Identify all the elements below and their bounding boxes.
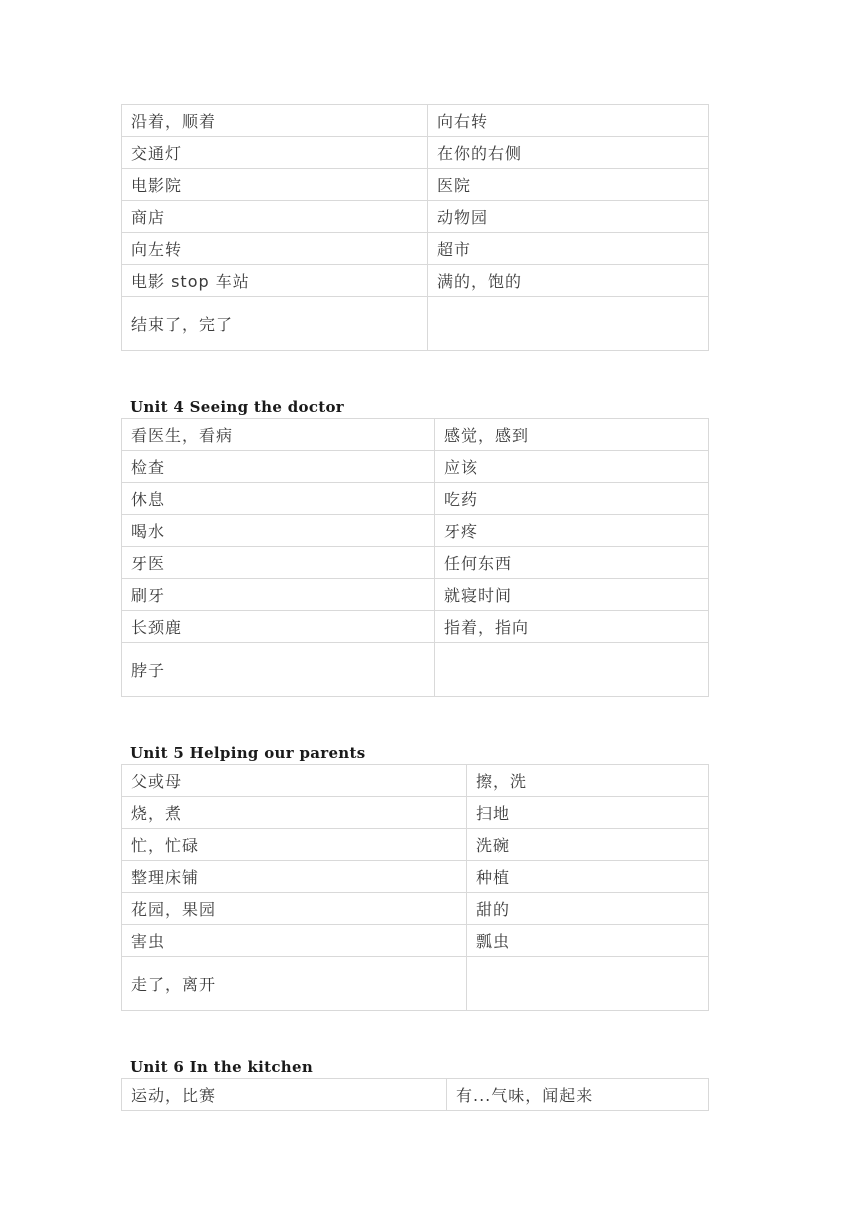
table-row — [122, 265, 709, 297]
table-row — [122, 547, 709, 579]
term-cell: 刷牙 — [122, 579, 435, 611]
term-cell: 甜的 — [467, 893, 709, 925]
term-cell: 忙，忙碌 — [122, 829, 467, 861]
table-row — [122, 861, 709, 893]
table-row — [122, 483, 709, 515]
table-row — [122, 611, 709, 643]
term-cell: 父或母 — [122, 765, 467, 797]
table-row — [122, 297, 709, 351]
term-cell: 脖子 — [122, 643, 435, 697]
unit-5-title: Unit 5 Helping our parents — [130, 744, 366, 762]
table-row — [122, 137, 709, 169]
table-row — [122, 957, 709, 1011]
table-row — [122, 797, 709, 829]
vocab-table-unit-5 — [121, 764, 708, 1011]
table-row — [122, 233, 709, 265]
term-cell: 就寝时间 — [435, 579, 709, 611]
term-cell: 任何东西 — [435, 547, 709, 579]
table-row — [122, 515, 709, 547]
term-cell: 向右转 — [428, 105, 709, 137]
term-cell: 走了，离开 — [122, 957, 467, 1011]
term-cell: 瓢虫 — [467, 925, 709, 957]
table-row — [122, 419, 709, 451]
table-row — [122, 829, 709, 861]
table-row — [122, 643, 709, 697]
vocab-table-unit-6 — [121, 1078, 708, 1111]
table-row — [122, 201, 709, 233]
term-cell: 害虫 — [122, 925, 467, 957]
term-cell: 运动，比赛 — [122, 1079, 447, 1111]
table-row — [122, 925, 709, 957]
term-cell: 长颈鹿 — [122, 611, 435, 643]
table-row — [122, 169, 709, 201]
term-cell: 看医生，看病 — [122, 419, 435, 451]
term-cell: 洗碗 — [467, 829, 709, 861]
unit-6-title: Unit 6 In the kitchen — [130, 1058, 314, 1076]
term-cell: 超市 — [428, 233, 709, 265]
term-cell: 电影 stop 车站 — [122, 265, 428, 297]
term-cell: 结束了，完了 — [122, 297, 428, 351]
table-row — [122, 765, 709, 797]
vocab-table-unit-4 — [121, 418, 708, 697]
term-cell: 扫地 — [467, 797, 709, 829]
term-cell: 擦，洗 — [467, 765, 709, 797]
term-cell: 花园，果园 — [122, 893, 467, 925]
table-row — [122, 579, 709, 611]
term-cell: 应该 — [435, 451, 709, 483]
table-row — [122, 105, 709, 137]
term-cell: 交通灯 — [122, 137, 428, 169]
term-cell: 指着，指向 — [435, 611, 709, 643]
term-cell: 医院 — [428, 169, 709, 201]
term-cell — [428, 297, 709, 351]
term-cell: 烧，煮 — [122, 797, 467, 829]
term-cell: 整理床铺 — [122, 861, 467, 893]
term-cell: 检查 — [122, 451, 435, 483]
term-cell: 商店 — [122, 201, 428, 233]
term-cell: 牙疼 — [435, 515, 709, 547]
term-cell: 休息 — [122, 483, 435, 515]
term-cell: 满的，饱的 — [428, 265, 709, 297]
term-cell: 在你的右侧 — [428, 137, 709, 169]
unit-4-title: Unit 4 Seeing the doctor — [130, 398, 344, 416]
term-cell: 沿着，顺着 — [122, 105, 428, 137]
table-row — [122, 451, 709, 483]
term-cell: 牙医 — [122, 547, 435, 579]
term-cell: 动物园 — [428, 201, 709, 233]
term-cell — [435, 643, 709, 697]
term-cell — [467, 957, 709, 1011]
table-row — [122, 893, 709, 925]
term-cell: 电影院 — [122, 169, 428, 201]
term-cell: 感觉，感到 — [435, 419, 709, 451]
term-cell: 喝水 — [122, 515, 435, 547]
term-cell: 向左转 — [122, 233, 428, 265]
term-cell: 种植 — [467, 861, 709, 893]
term-cell: 有...气味，闻起来 — [447, 1079, 709, 1111]
table-row — [122, 1079, 709, 1111]
term-cell: 吃药 — [435, 483, 709, 515]
vocab-table-unit-3 — [121, 104, 708, 351]
